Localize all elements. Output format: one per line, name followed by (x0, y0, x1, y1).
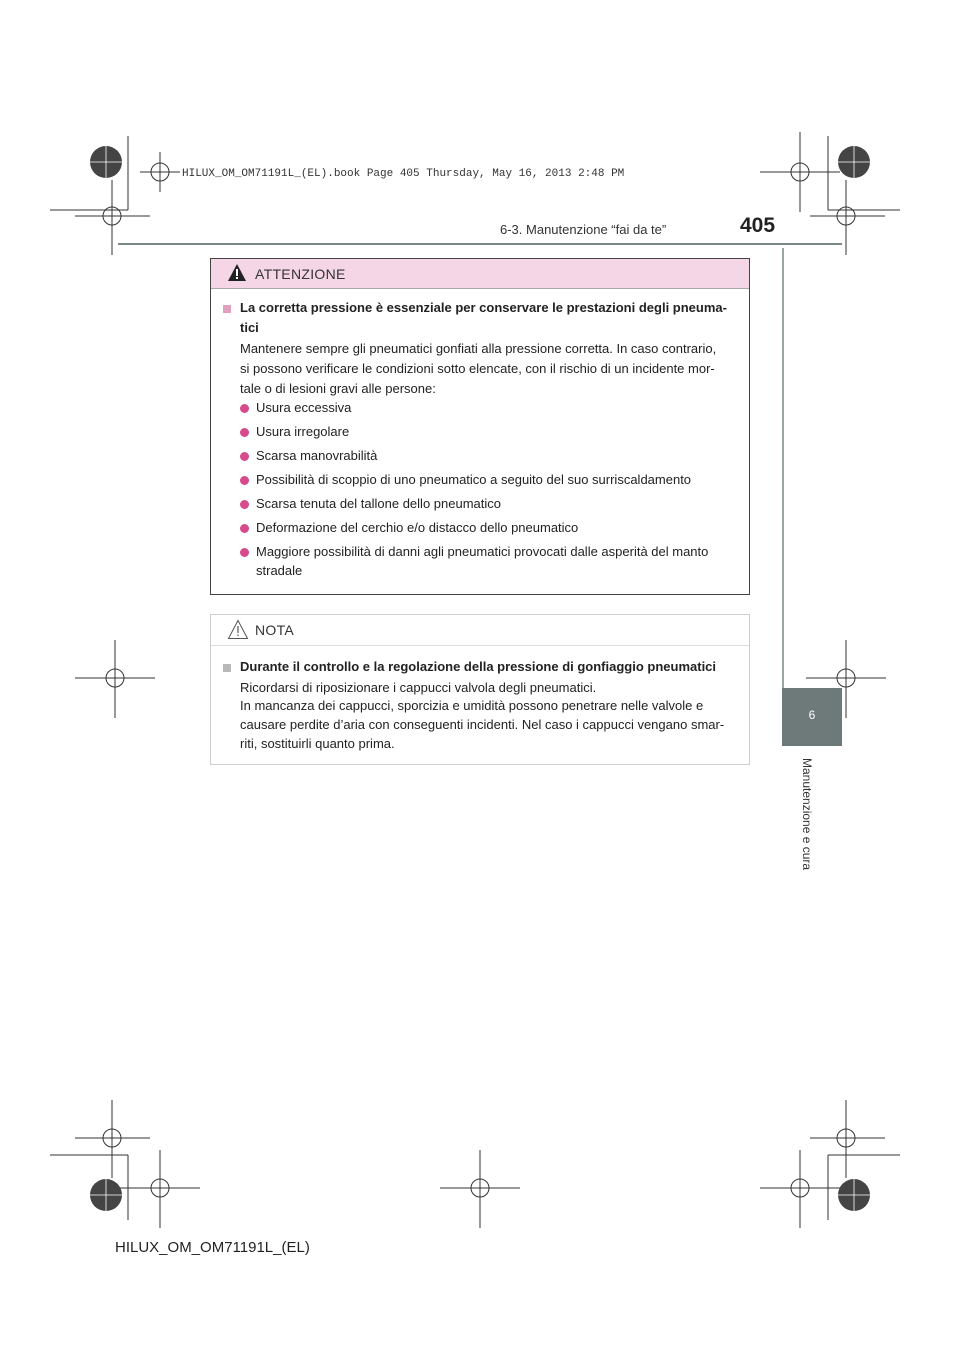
notice-title: Durante il controllo e la regolazione della pressione di gonfiaggio pneumatici (240, 659, 717, 674)
page-number: 405 (740, 214, 776, 237)
warning-bullet-continuation: stradale (256, 563, 303, 578)
warning-bullet: Deformazione del cerchio e/o distacco dello pneumatico (256, 520, 579, 535)
warning-heading: ATTENZIONE (255, 266, 346, 282)
warning-title-marker (223, 305, 231, 313)
chapter-tab (782, 688, 842, 746)
bullet-dot (240, 500, 249, 509)
bullet-dot (240, 428, 249, 437)
chapter-rule (782, 248, 784, 688)
warning-body-line-3: tale o di lesioni gravi alle persone: (240, 381, 436, 396)
notice-title-marker (223, 664, 231, 672)
footer-doc-code: HILUX_OM_OM71191L_(EL) (115, 1239, 310, 1256)
bullet-dot (240, 452, 249, 461)
warning-bullet: Scarsa tenuta del tallone dello pneumatico (256, 496, 501, 511)
warning-title-line-1: La corretta pressione è essenziale per conservare le prestazioni degli pneuma- (240, 300, 727, 315)
bullet-dot (240, 524, 249, 533)
caution-icon (227, 619, 249, 640)
warning-bullet: Scarsa manovrabilità (256, 448, 378, 463)
warning-body-line-2: si possono verificare le condizioni sotto elencate, con il rischio di un incidente mor- (240, 361, 715, 376)
notice-body-line-4: riti, sostituirli quanto prima. (240, 736, 395, 751)
warning-icon (227, 263, 247, 282)
chapter-label: Manutenzione e cura (800, 758, 814, 871)
chapter-number: 6 (808, 708, 816, 722)
warning-header (211, 259, 749, 289)
warning-bullet: Usura irregolare (256, 424, 350, 439)
notice-header (211, 615, 749, 646)
header-rule (118, 243, 842, 245)
notice-box (210, 614, 750, 765)
notice-body-line-1: Ricordarsi di riposizionare i cappucci valvola degli pneumatici. (240, 680, 597, 695)
warning-title-line-2: tici (240, 320, 259, 335)
warning-box (210, 258, 750, 595)
warning-body-line-1: Mantenere sempre gli pneumatici gonfiati alla pressione corretta. In caso contrario, (240, 341, 717, 356)
bullet-dot (240, 404, 249, 413)
book-header: HILUX_OM_OM71191L_(EL).book Page 405 Thursday, May 16, 2013 2:48 PM (182, 168, 625, 180)
notice-body-line-2: In mancanza dei cappucci, sporcizia e umidità possono penetrare nelle valvole e (240, 698, 704, 713)
notice-heading: NOTA (255, 622, 295, 638)
bullet-dot (240, 476, 249, 485)
warning-bullet: Possibilità di scoppio di uno pneumatico a seguito del suo surriscaldamento (256, 472, 692, 487)
bullet-dot (240, 548, 249, 557)
warning-bullet: Maggiore possibilità di danni agli pneumatici provocati dalle asperità del manto (256, 544, 709, 559)
warning-bullet: Usura eccessiva (256, 400, 352, 415)
section-title: 6-3. Manutenzione “fai da te” (500, 222, 667, 237)
notice-body-line-3: causare perdite d’aria con conseguenti incidenti. Nel caso i cappucci vengano smar- (240, 717, 725, 732)
